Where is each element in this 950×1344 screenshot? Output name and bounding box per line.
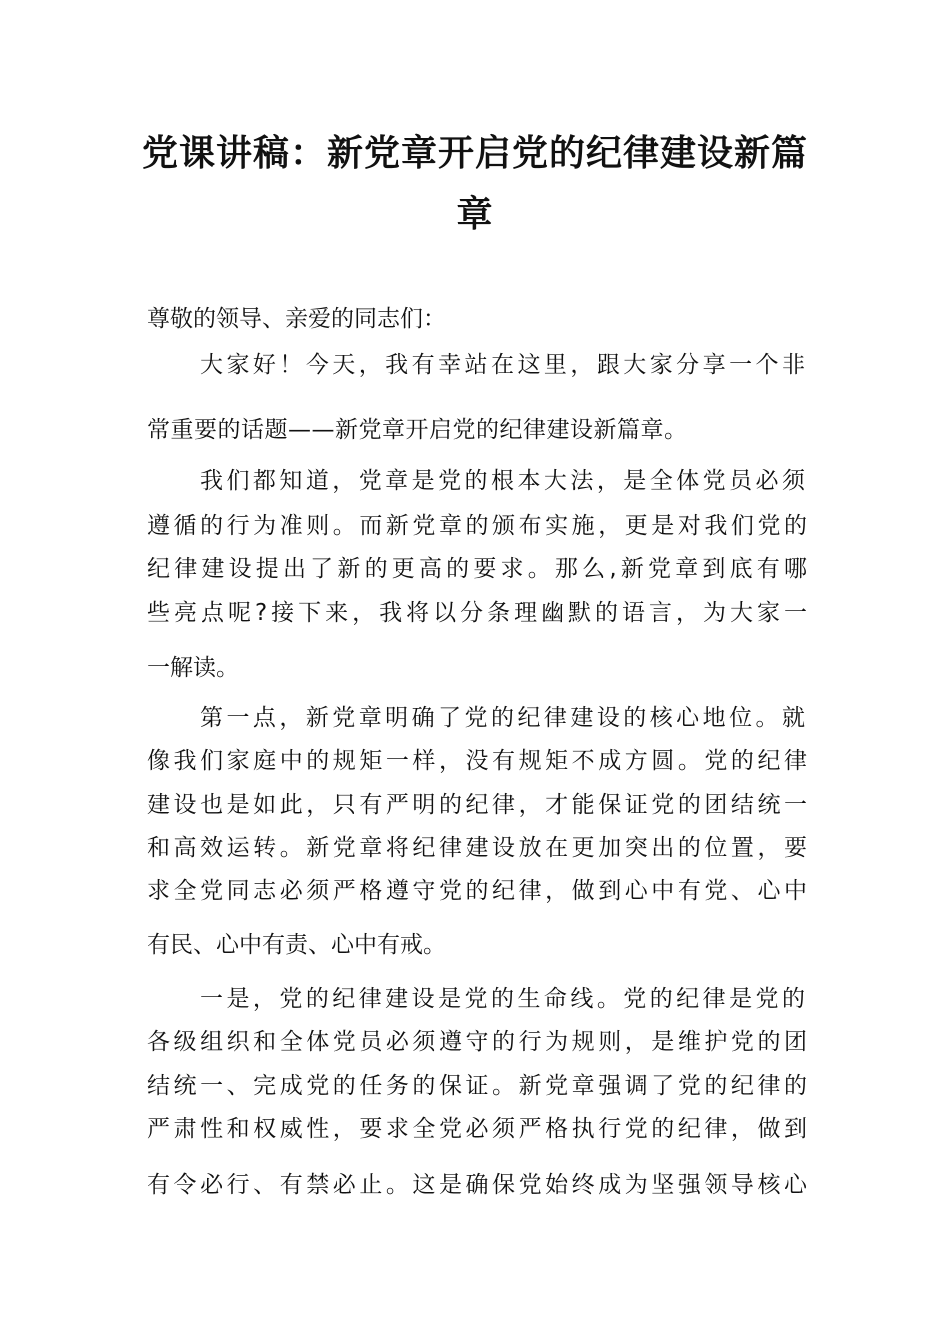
body-line: 结统一、完成党的任务的保证。新党章强调了党的纪律的 [147,1073,807,1099]
body-line: 有民、心中有责、心中有戒。 [147,932,446,958]
body-line: 各级组织和全体党员必须遵守的行为规则，是维护党的团 [147,1029,807,1055]
body-line: 和高效运转。新党章将纪律建设放在更加突出的位置，要 [147,835,807,861]
document-title-line-2: 章 [456,194,494,235]
document-title-line-1: 党课讲稿：新党章开启党的纪律建设新篇 [141,133,808,174]
body-line: 些亮点呢?接下来，我将以分条理幽默的语言，为大家一 [147,600,807,626]
body-line: 纪律建设提出了新的更高的要求。那么,新党章到底有哪 [147,556,807,582]
body-line: 常重要的话题——新党章开启党的纪律建设新篇章。 [147,417,688,443]
body-line: 一解读。 [147,655,239,681]
body-line: 遵循的行为准则。而新党章的颁布实施，更是对我们党的 [147,513,807,539]
salutation-line: 尊敬的领导、亲爱的同志们： [147,306,446,332]
body-line: 我们都知道，党章是党的根本大法，是全体党员必须 [200,468,805,494]
body-line: 像我们家庭中的规矩一样，没有规矩不成方圆。党的纪律 [147,748,807,774]
body-line: 严肃性和权威性，要求全党必须严格执行党的纪律，做到 [147,1116,807,1142]
body-line: 第一点，新党章明确了党的纪律建设的核心地位。就 [200,705,805,731]
body-line: 一是，党的纪律建设是党的生命线。党的纪律是党的 [200,986,805,1012]
body-line: 求全党同志必须严格遵守党的纪律，做到心中有党、心中 [147,878,807,904]
body-line: 有令必行、有禁必止。这是确保党始终成为坚强领导核心 [147,1172,807,1198]
body-line: 建设也是如此，只有严明的纪律，才能保证党的团结统一 [147,792,807,818]
body-line: 大家好！今天，我有幸站在这里，跟大家分享一个非 [200,352,805,378]
